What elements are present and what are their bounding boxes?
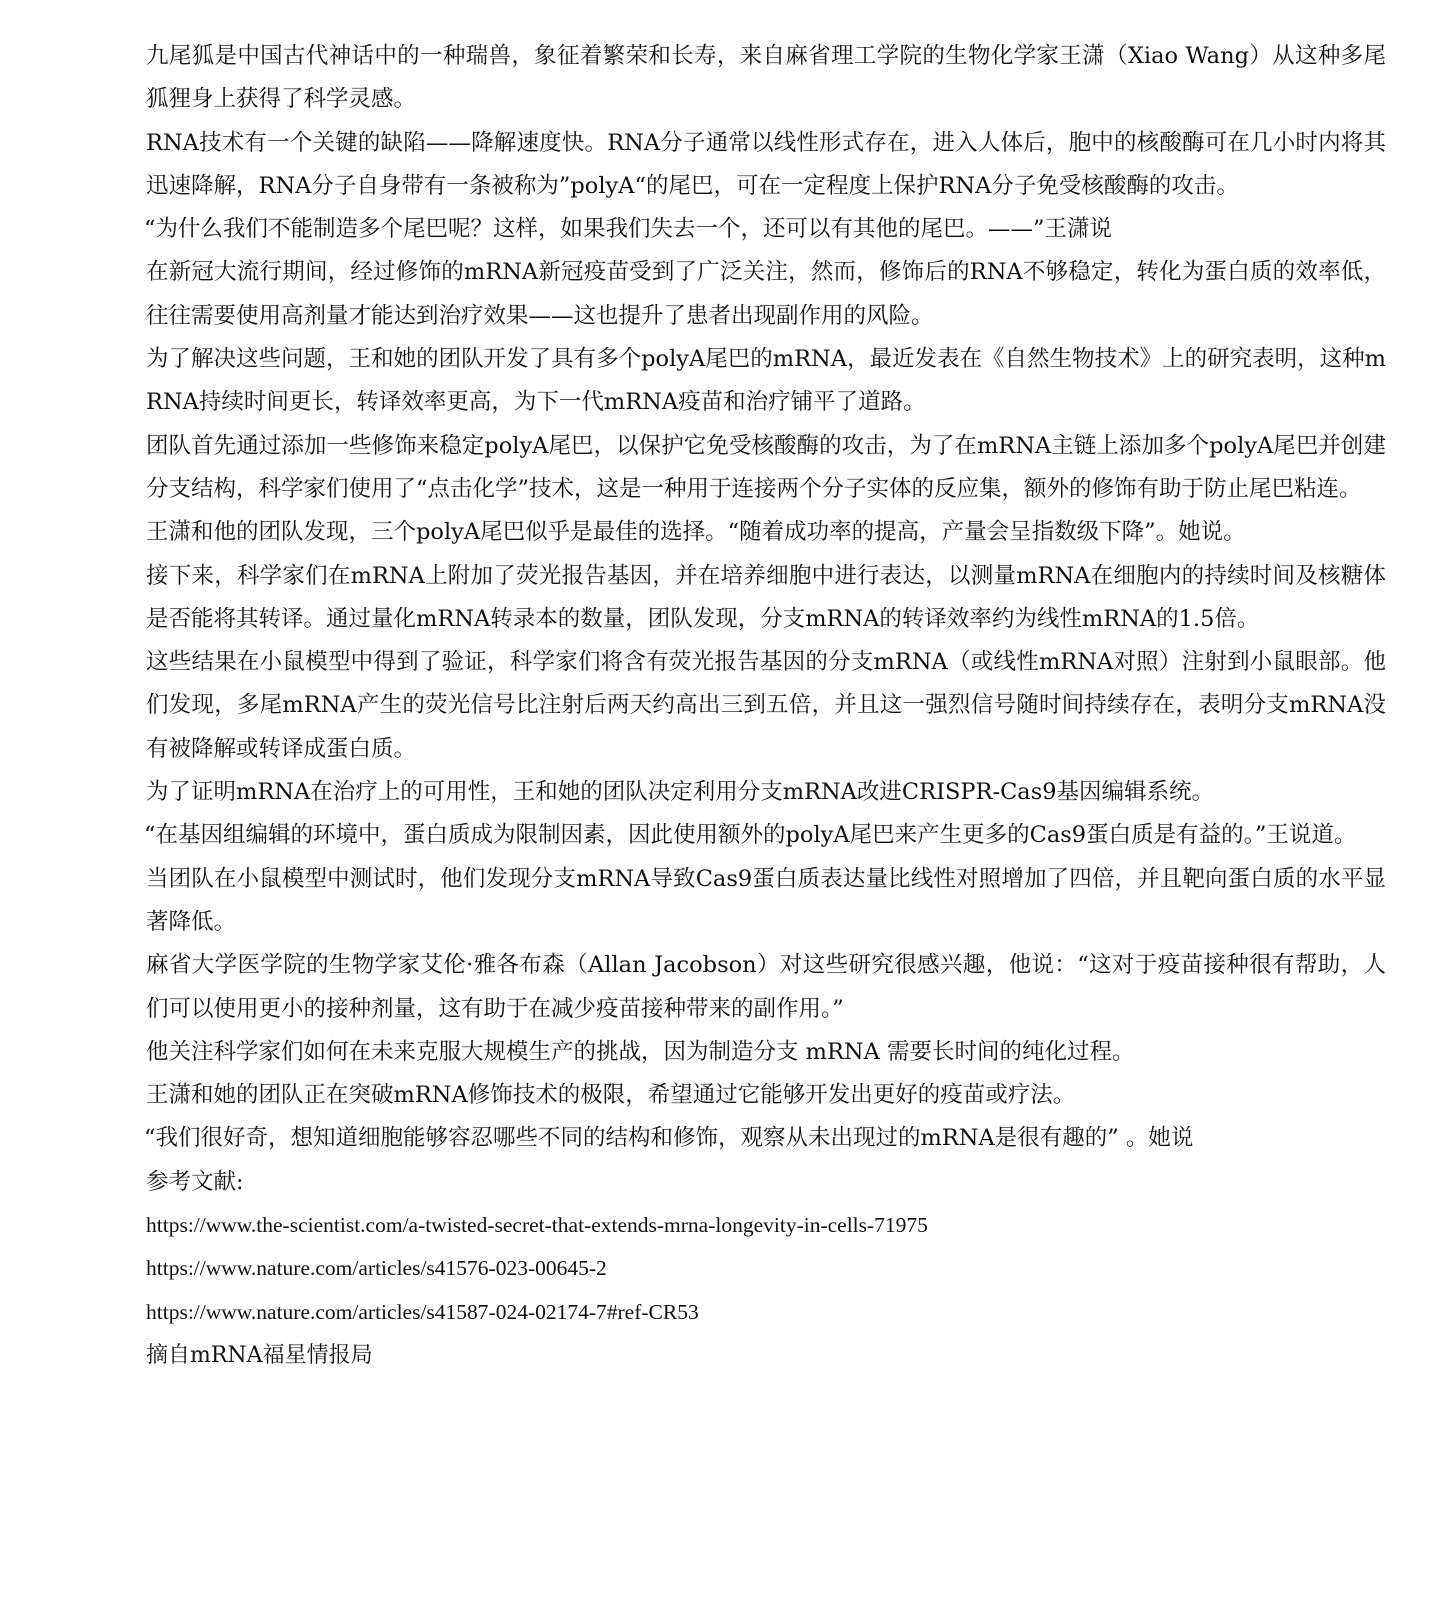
reference-link-2[interactable]: https://www.nature.com/articles/s41576-023-00645-2 [146,1256,607,1281]
paragraph-rna-defect: RNA技术有一个关键的缺陷——降解速度快。RNA分子通常以线性形式存在，进入人体后，胞中的核酸酶可在几小时内将其迅速降解，RNA分子自身带有一条被称为”polyA“的尾巴，可在一定程度上保护RNA分子免受核酸酶的攻击。 [146,129,1386,199]
paragraph-future: 王潇和她的团队正在突破mRNA修饰技术的极限，希望通过它能够开发出更好的疫苗或疗法。 [146,1082,1076,1109]
paragraph-fluorescent-reporter: 接下来，科学家们在mRNA上附加了荧光报告基因，并在培养细胞中进行表达，以测量mRNA在细胞内的持续时间及核糖体是否能将其转译。通过量化mRNA转录本的数量，团队发现，分支mRNA的转译效率约为线性mRNA的1.5倍。 [146,562,1386,632]
paragraph-click-chemistry: 团队首先通过添加一些修饰来稳定polyA尾巴，以保护它免受核酸酶的攻击，为了在mRNA主链上添加多个polyA尾巴并创建分支结构，科学家们使用了“点击化学”技术，这是一种用于连接两个分子实体的反应集，额外的修饰有助于防止尾巴粘连。 [146,432,1386,502]
paragraph-quote-curious: “我们很好奇，想知道细胞能够容忍哪些不同的结构和修饰，观察从未出现过的mRNA是很有趣的” 。她说 [144,1125,1194,1152]
paragraph-jacobson: 麻省大学医学院的生物学家艾伦·雅各布森（Allan Jacobson）对这些研究很感兴趣，他说：“这对于疫苗接种很有帮助，人们可以使用更小的接种剂量，这有助于在减少疫苗接种带来的副作用。” [146,952,1386,1022]
article-body [146,35,1386,1377]
references-title: 参考文献: [146,1168,244,1195]
paragraph-crispr: 为了证明mRNA在治疗上的可用性，王和她的团队决定利用分支mRNA改进CRISPR-Cas9基因编辑系统。 [146,779,1215,806]
paragraph-quote-genome-editing: “在基因组编辑的环境中，蛋白质成为限制因素，因此使用额外的polyA尾巴来产生更多的Cas9蛋白质是有益的。”王说道。 [144,822,1357,849]
paragraph-mouse-model: 这些结果在小鼠模型中得到了验证，科学家们将含有荧光报告基因的分支mRNA（或线性mRNA对照）注射到小鼠眼部。他们发现，多尾mRNA产生的荧光信号比注射后两天约高出三到五倍，并且这一强烈信号随时间持续存在，表明分支mRNA没有被降解或转译成蛋白质。 [146,649,1386,762]
paragraph-solution: 为了解决这些问题，王和她的团队开发了具有多个polyA尾巴的mRNA，最近发表在《自然生物技术》上的研究表明，这种mRNA持续时间更长，转译效率更高，为下一代mRNA疫苗和治疗铺平了道路。 [146,346,1386,416]
paragraph-three-tails: 王潇和他的团队发现，三个polyA尾巴似乎是最佳的选择。“随着成功率的提高，产量会呈指数级下降”。她说。 [146,519,1246,546]
paragraph-cas9-expression: 当团队在小鼠模型中测试时，他们发现分支mRNA导致Cas9蛋白质表达量比线性对照增加了四倍，并且靶向蛋白质的水平显著降低。 [146,865,1386,935]
paragraph-quote-tails: “为什么我们不能制造多个尾巴呢？这样，如果我们失去一个，还可以有其他的尾巴。——”王潇说 [144,216,1113,243]
paragraph-production-challenge: 他关注科学家们如何在未来克服大规模生产的挑战，因为制造分支 mRNA 需要长时间的纯化过程。 [146,1038,1135,1065]
reference-link-1[interactable]: https://www.the-scientist.com/a-twisted-secret-that-extends-mrna-longevity-in-cells-71975 [146,1213,928,1238]
source-attribution: 摘自mRNA福星情报局 [146,1342,373,1368]
paragraph-intro: 九尾狐是中国古代神话中的一种瑞兽，象征着繁荣和长寿，来自麻省理工学院的生物化学家王潇（Xiao Wang）从这种多尾狐狸身上获得了科学灵感。 [146,43,1386,113]
reference-link-3[interactable]: https://www.nature.com/articles/s41587-024-02174-7#ref-CR53 [146,1299,699,1324]
paragraph-covid-vaccine: 在新冠大流行期间，经过修饰的mRNA新冠疫苗受到了广泛关注，然而，修饰后的RNA不够稳定，转化为蛋白质的效率低，往往需要使用高剂量才能达到治疗效果——这也提升了患者出现副作用的风险。 [146,259,1386,329]
